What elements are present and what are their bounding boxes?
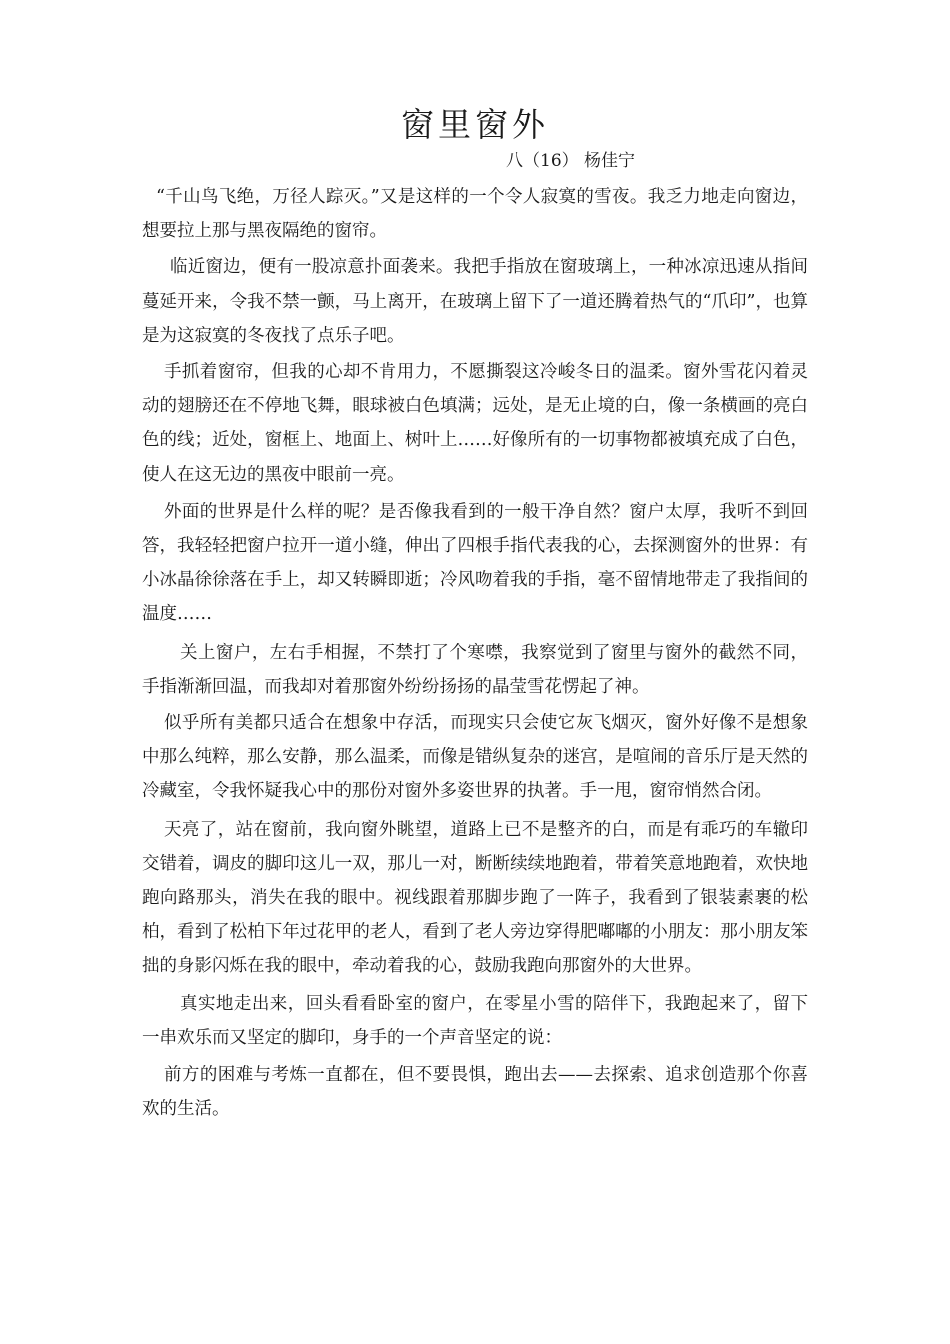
paragraph-9: 前方的困难与考炼一直都在，但不要畏惧，跑出去——去探索、追求创造那个你喜欢的生活。: [142, 1065, 808, 1120]
paragraph-3: 手抓着窗帘，但我的心却不肯用力，不愿撕裂这冷峻冬日的温柔。窗外雪花闪着灵动的翅膀还在不停地飞舞，眼球被白色填满；远处，是无止境的白，像一条横画的亮白色的线；近处，窗框上、地面上、树叶上……好像所有的一切事物都被填充成了白色，使人在这无边的黑夜中眼前一亮。: [142, 362, 808, 485]
author-line: 八（16） 杨佳宁: [506, 151, 636, 171]
paragraph-6: 似乎所有美都只适合在想象中存活，而现实只会使它灰飞烟灭，窗外好像不是想象中那么纯粹，那么安静，那么温柔，而像是错纵复杂的迷宫，是喧闹的音乐厅是天然的冷藏室，令我怀疑我心中的那份对窗外多姿世界的执著。手一甩，窗帘悄然合闭。: [142, 713, 808, 802]
document-title: 窗里窗外: [401, 105, 549, 144]
paragraph-8: 真实地走出来，回头看看卧室的窗户，在零星小雪的陪伴下，我跑起来了，留下一串欢乐而又坚定的脚印，身手的一个声音坚定的说：: [142, 993, 808, 1048]
paragraph-7: 天亮了，站在窗前，我向窗外眺望，道路上已不是整齐的白，而是有乖巧的车辙印交错着，调皮的脚印这儿一双，那儿一对，断断续续地跑着，带着笑意地跑着，欢快地跑向路那头，消失在我的眼中。视线跟着那脚步跑了一阵子，我看到了银装素裹的松柏，看到了松柏下年过花甲的老人，看到了老人旁边穿得肥嘟嘟的小朋友：那小朋友笨拙的身影闪烁在我的眼中，牵动着我的心，鼓励我跑向那窗外的大世界。: [142, 819, 808, 977]
paragraph-1: “千山鸟飞绝，万径人踪灭。”又是这样的一个令人寂寞的雪夜。我乏力地走向窗边，想要拉上那与黑夜隔绝的窗帘。: [142, 187, 808, 242]
paragraph-5: 关上窗户，左右手相握，不禁打了个寒噤，我察觉到了窗里与窗外的截然不同，手指渐渐回温，而我却对着那窗外纷纷扬扬的晶莹雪花愣起了神。: [142, 642, 808, 697]
paragraph-4: 外面的世界是什么样的呢？是否像我看到的一般干净自然？窗户太厚，我听不到回答，我轻轻把窗户拉开一道小缝，伸出了四根手指代表我的心，去探测窗外的世界：有小冰晶徐徐落在手上，却又转瞬即逝；冷风吻着我的手指，毫不留情地带走了我指间的温度……: [142, 501, 808, 625]
paragraph-2: 临近窗边，便有一股凉意扑面袭来。我把手指放在窗玻璃上，一种冰凉迅速从指间蔓延开来，令我不禁一颤，马上离开，在玻璃上留下了一道还腾着热气的“爪印”，也算是为这寂寞的冬夜找了点乐子吧。: [142, 257, 808, 346]
essay-body: [142, 180, 808, 1126]
